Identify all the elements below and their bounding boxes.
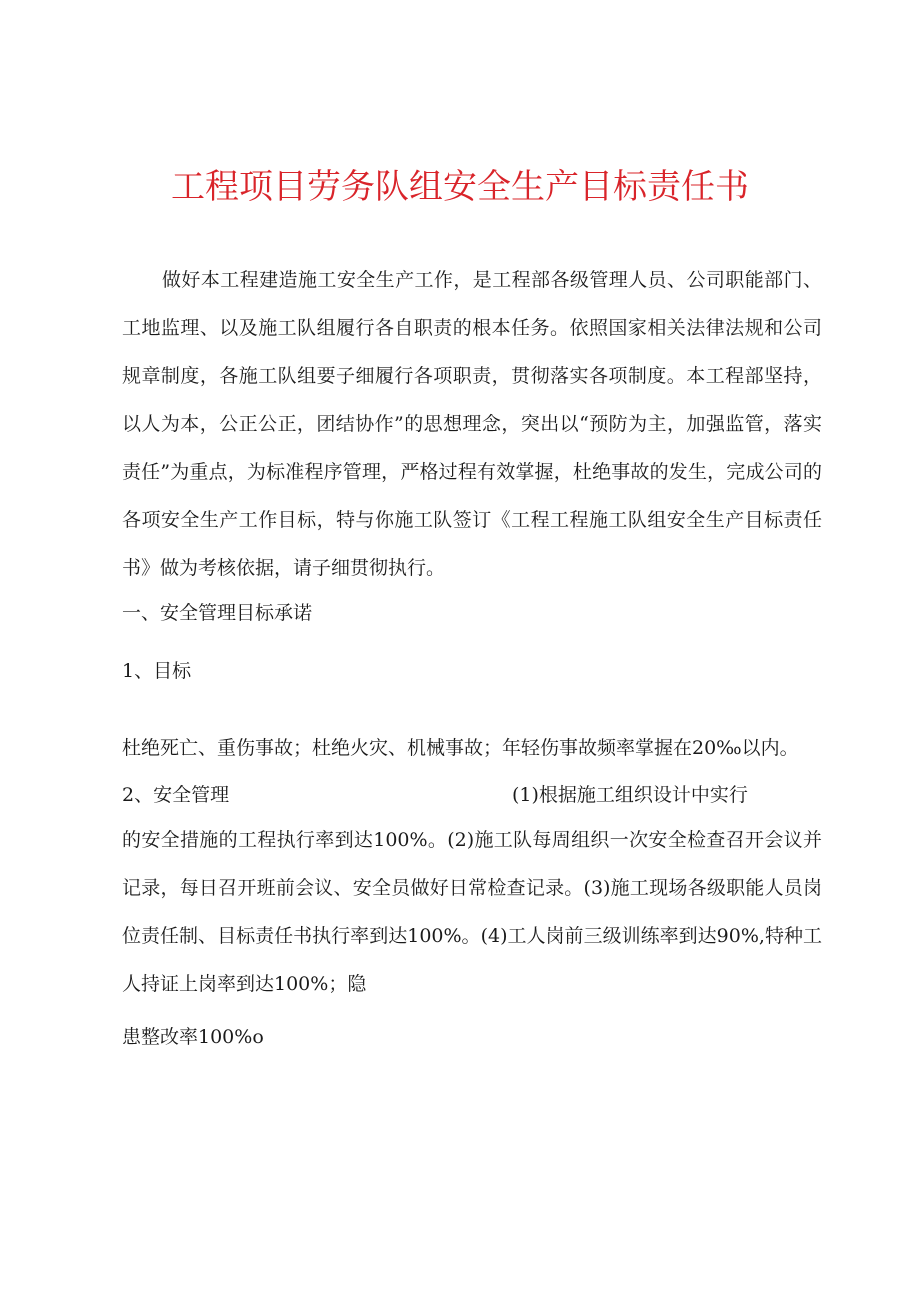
item-heading-goal: 1、目标 (122, 660, 192, 682)
safety-management-tail: 患整改率100%o (122, 1026, 264, 1048)
safety-management-body: 的安全措施的工程执行率到达100%。(2)施工队每周组织一次安全检查召开会议并记录，每日召开班前会议、安全员做好日常检查记录。(3)施工现场各级职能人员岗位责任制、目标责任书执行率到达100%。(4)工人岗前三级训练率到达90%,特种工人持证上岗率到达100%；隐 (122, 829, 822, 995)
intro-paragraph: 做好本工程建造施工安全生产工作，是工程部各级管理人员、公司职能部门、工地监理、以及施工队组履行各自职责的根本任务。依照国家相关法律法规和公司规章制度，各施工队组要子细履行各项职责，贯彻落实各项制度。本工程部坚持，以人为本，公正公正，团结协作”的思想理念，突出以“预防为主，加强监管，落实责任”为重点，为标准程序管理，严格过程有效掌握，杜绝事故的发生，完成公司的各项安全生产工作目标，特与你施工队签订《工程工程施工队组安全生产目标责任书》做为考核依据，请子细贯彻执行。 (122, 269, 822, 579)
goal-text: 杜绝死亡、重伤事故；杜绝火灾、机械事故；年轻伤事故频率掌握在20‰以内。 (122, 737, 799, 759)
item-heading-safety-management: 2、安全管理 (122, 784, 230, 806)
section-heading-safety-goals: 一、安全管理目标承诺 (122, 602, 313, 624)
document-title: 工程项目劳务队组安全生产目标责任书 (171, 167, 749, 207)
safety-management-first-clause: (1)根据施工组织设计中实行 (512, 784, 748, 806)
